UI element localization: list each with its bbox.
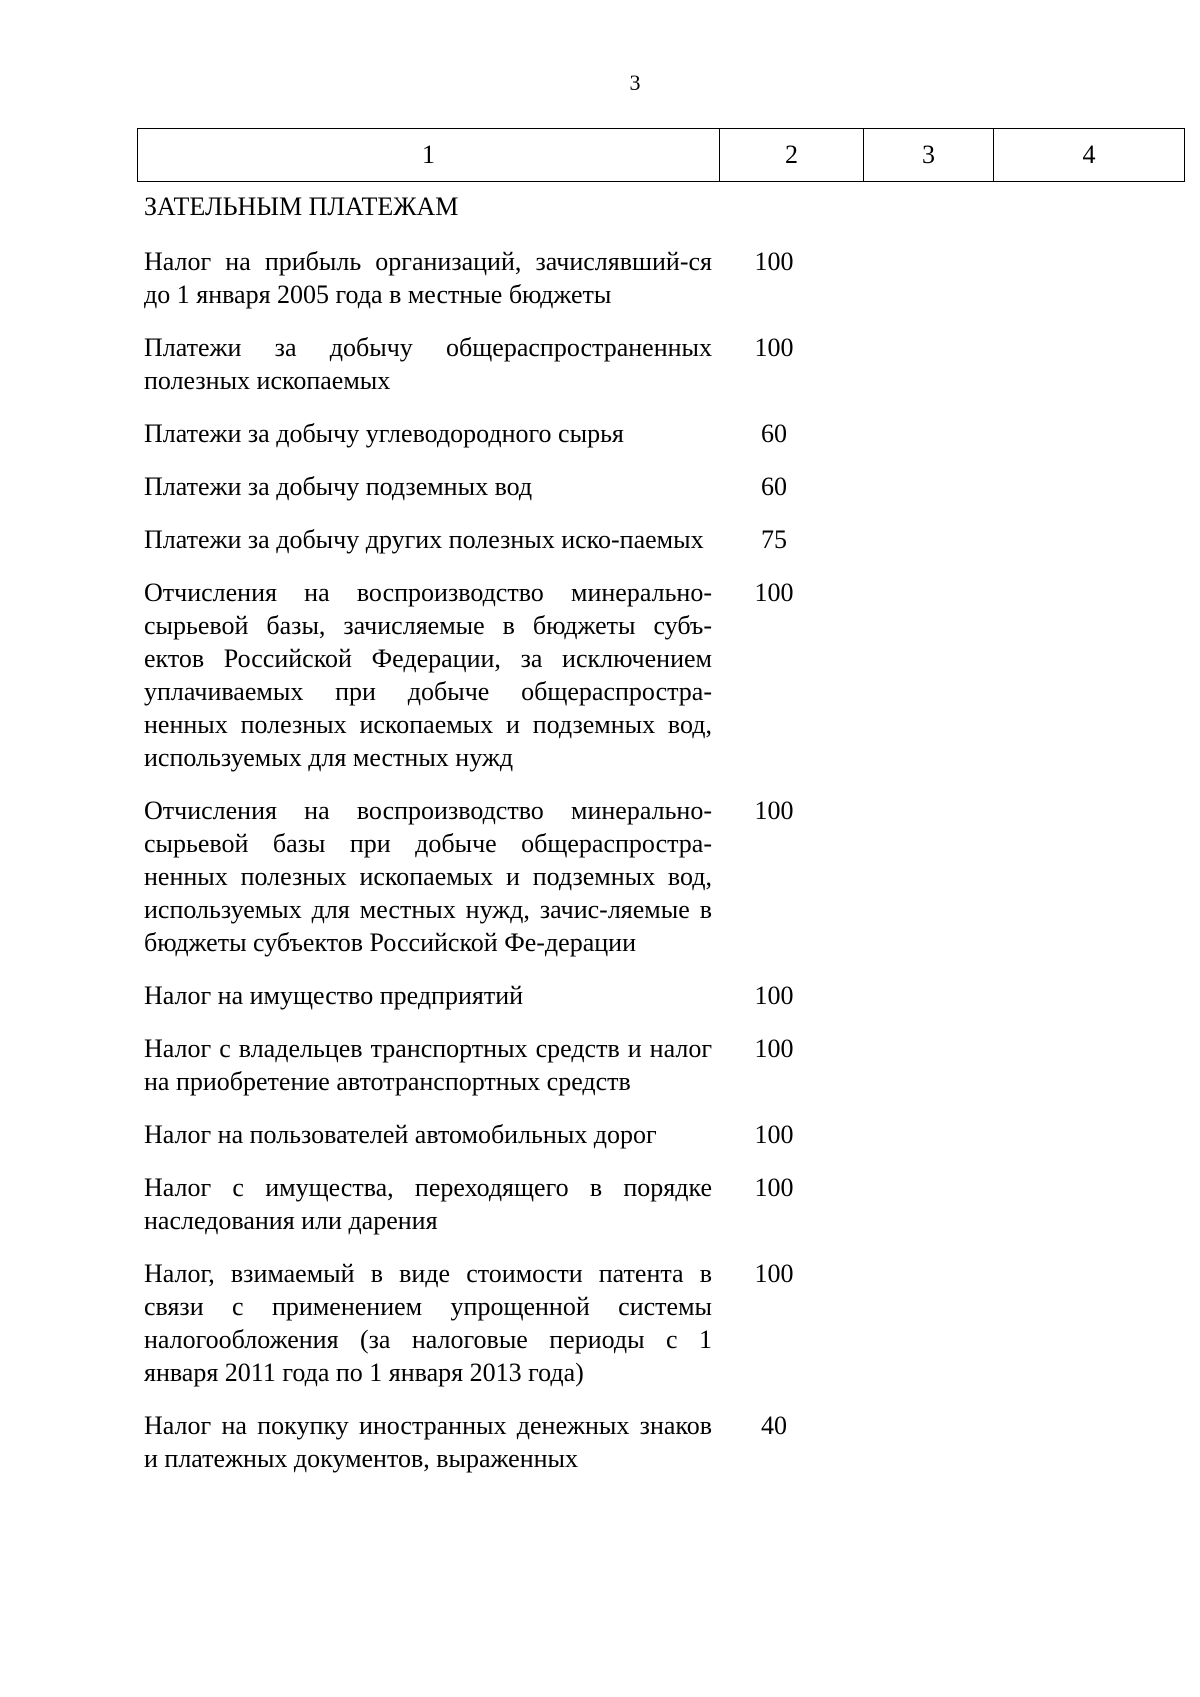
row-description: Налог с владельцев транспортных средств и налог на приобретение автотранспортных средств (144, 1034, 712, 1096)
row-percent-value: 100 (754, 333, 794, 362)
section-caption: ЗАТЕЛЬНЫМ ПЛАТЕЖАМ (144, 192, 459, 221)
table-row (144, 979, 1144, 1012)
table-row (144, 576, 1144, 774)
column-header-3: 3 (864, 129, 994, 182)
tax-rows-list (144, 245, 1144, 1495)
table-row (144, 1409, 1144, 1475)
row-percent-value: 60 (761, 419, 787, 448)
row-description: Отчисления на воспроизводство минерально-сырьевой базы при добыче общераспростра-ненных полезных ископаемых и подземных вод, используемых для местных нужд, зачис-ляемые в бюджеты субъектов Российской Фе-дерации (144, 796, 712, 957)
column-header-4: 4 (994, 129, 1185, 182)
table-row (144, 331, 1144, 397)
row-description: Налог на прибыль организаций, зачислявший-ся до 1 января 2005 года в местные бюджеты (144, 247, 712, 309)
row-description: Платежи за добычу углеводородного сырья (144, 419, 624, 448)
column-header-1: 1 (138, 129, 720, 182)
row-percent-value: 100 (754, 1173, 794, 1202)
row-description: Отчисления на воспроизводство минерально-сырьевой базы, зачисляемые в бюджеты субъ-ектов Российской Федерации, за исключением уплачиваемых при добыче общераспростра-ненных полезных ископаемых и подземных вод, используемых для местных нужд (144, 578, 712, 772)
row-description: Налог, взимаемый в виде стоимости патента в связи с применением упрощенной системы налогообложения (за налоговые периоды с 1 января 2011 года по 1 января 2013 года) (144, 1259, 712, 1387)
table-row (144, 1032, 1144, 1098)
table-row (144, 1171, 1144, 1237)
row-description: Налог на пользователей автомобильных дорог (144, 1120, 657, 1149)
table-row (144, 794, 1144, 959)
table-row (144, 245, 1144, 311)
row-percent-value: 100 (754, 1034, 794, 1063)
column-header-2: 2 (720, 129, 864, 182)
table-row (144, 1257, 1144, 1389)
row-percent-value: 100 (754, 1259, 794, 1288)
row-percent-value: 40 (761, 1411, 787, 1440)
row-description: Налог с имущества, переходящего в порядке наследования или дарения (144, 1173, 712, 1235)
row-percent-value: 100 (754, 247, 794, 276)
row-percent-value: 100 (754, 796, 794, 825)
row-description: Налог на покупку иностранных денежных знаков и платежных документов, выраженных (144, 1411, 712, 1473)
row-percent-value: 100 (754, 1120, 794, 1149)
column-header-table (137, 128, 1185, 182)
row-description: Налог на имущество предприятий (144, 981, 524, 1010)
row-description: Платежи за добычу подземных вод (144, 472, 533, 501)
row-percent-value: 60 (761, 472, 787, 501)
column-header-row (138, 129, 1185, 182)
row-percent-value: 100 (754, 578, 794, 607)
table-row (144, 523, 1144, 556)
row-percent-value: 100 (754, 981, 794, 1010)
table-row (144, 470, 1144, 503)
row-percent-value: 75 (761, 525, 787, 554)
table-row (144, 1118, 1144, 1151)
row-description: Платежи за добычу общераспространенных полезных ископаемых (144, 333, 712, 395)
table-row (144, 417, 1144, 450)
page-number: 3 (629, 70, 641, 95)
row-description: Платежи за добычу других полезных иско-паемых (144, 525, 704, 554)
